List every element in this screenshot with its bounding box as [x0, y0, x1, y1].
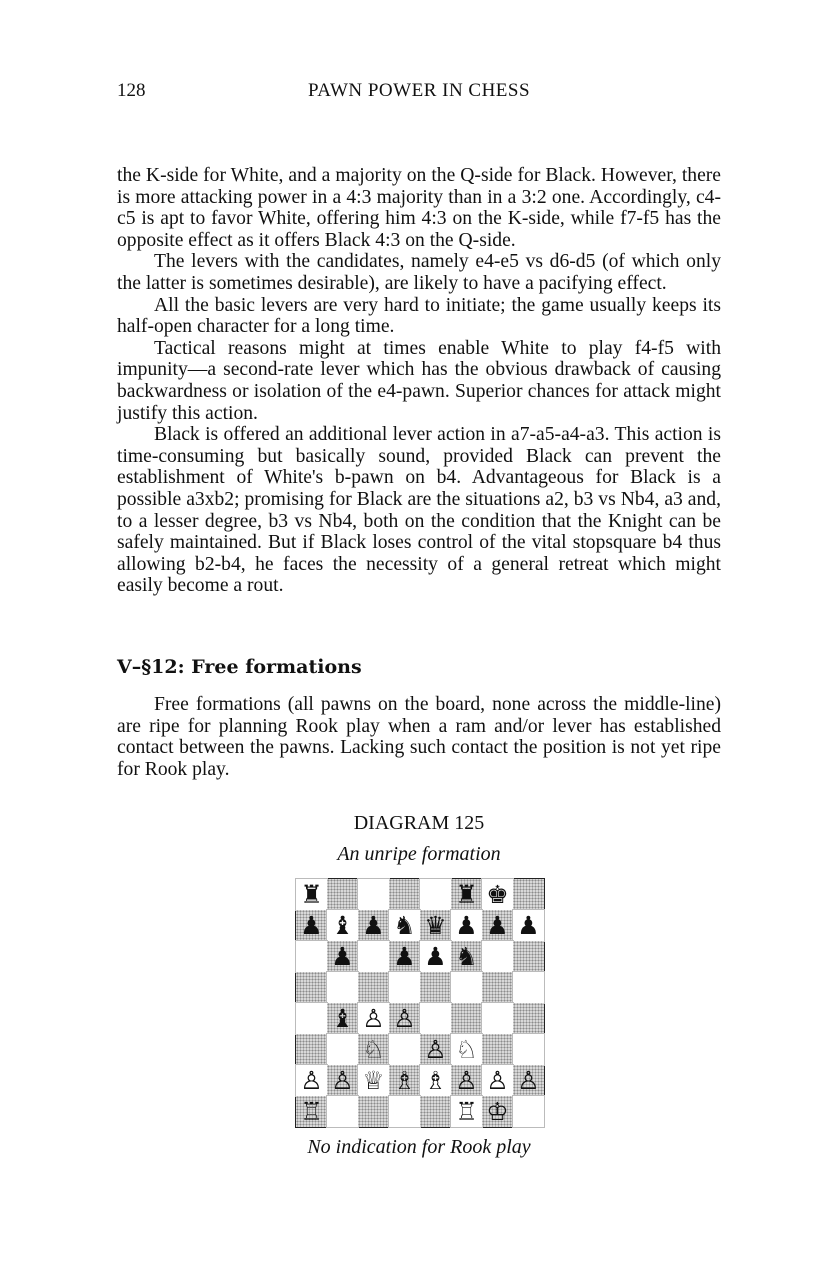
board-square	[389, 879, 420, 910]
page-number: 128	[117, 80, 146, 101]
board-square	[327, 972, 358, 1003]
paragraph: the K-side for White, and a majority on the Q-side for Black. However, there is more attacking power in a 4:3 majority than in a 3:2 one. Accordingly, c4-c5 is apt to favor White, offering him 4:3 on the K-side, while f7-f5 has the opposite effect as it offers Black 4:3 on the Q-side.	[117, 165, 721, 251]
body-text-upper	[117, 165, 721, 597]
board-square	[513, 1034, 544, 1065]
chess-piece-square: ♟	[358, 910, 389, 941]
chess-piece-square: ♗	[389, 1065, 420, 1096]
running-title: PAWN POWER IN CHESS	[307, 80, 531, 101]
chess-board	[295, 878, 545, 1128]
board-square	[420, 972, 451, 1003]
chess-piece-square: ♙	[513, 1065, 544, 1096]
board-square	[513, 1096, 544, 1127]
chess-piece-square: ♝	[327, 910, 358, 941]
chess-piece-square: ♟	[327, 941, 358, 972]
board-square	[513, 941, 544, 972]
chess-piece-square: ♘	[451, 1034, 482, 1065]
diagram-subtitle: An unripe formation	[337, 843, 501, 865]
chess-piece-square: ♘	[358, 1034, 389, 1065]
board-square	[327, 879, 358, 910]
diagram-caption: No indication for Rook play	[307, 1136, 531, 1158]
board-square	[482, 1034, 513, 1065]
chess-piece-square: ♚	[482, 879, 513, 910]
diagram-title: DIAGRAM 125	[353, 812, 485, 834]
chess-piece-square: ♙	[358, 1003, 389, 1034]
chess-piece-square: ♜	[296, 879, 327, 910]
chess-piece-square: ♙	[482, 1065, 513, 1096]
chess-piece-square: ♙	[451, 1065, 482, 1096]
board-square	[296, 1034, 327, 1065]
board-square	[358, 1096, 389, 1127]
board-square	[451, 972, 482, 1003]
chess-piece-square: ♙	[389, 1003, 420, 1034]
chess-piece-square: ♝	[327, 1003, 358, 1034]
chess-piece-square: ♟	[513, 910, 544, 941]
chess-piece-square: ♙	[296, 1065, 327, 1096]
section-heading: V–§12: Free formations	[117, 656, 362, 678]
board-square	[389, 972, 420, 1003]
chess-piece-square: ♕	[358, 1065, 389, 1096]
board-square	[358, 972, 389, 1003]
chess-piece-square: ♔	[482, 1096, 513, 1127]
chess-piece-square: ♟	[482, 910, 513, 941]
board-square	[420, 1003, 451, 1034]
paragraph: Black is offered an additional lever action in a7-a5-a4-a3. This action is time-consuming but basically sound, provided Black can prevent the establishment of White's b-pawn on b4. Advantageous for Black is a possible a3xb2; promising for Black are the situations a2, b3 vs Nb4, a3 and, to a lesser degree, b3 vs Nb4, both on the condition that the Knight can be safely maintained. But if Black loses control of the vital stopsquare b4 thus allowing b2-b4, he faces the necessity of a general retreat which might easily become a rout.	[117, 424, 721, 597]
board-square	[296, 972, 327, 1003]
page-header	[117, 80, 721, 108]
chess-piece-square: ♟	[296, 910, 327, 941]
board-square	[420, 879, 451, 910]
board-square	[389, 1034, 420, 1065]
chess-piece-square: ♞	[389, 910, 420, 941]
chess-piece-square: ♖	[451, 1096, 482, 1127]
chess-piece-square: ♗	[420, 1065, 451, 1096]
paragraph: Free formations (all pawns on the board, none across the middle-line) are ripe for planning Rook play when a ram and/or lever has established contact between the pawns. Lacking such contact the position is not yet ripe for Rook play.	[117, 694, 721, 780]
paragraph: The levers with the candidates, namely e4-e5 vs d6-d5 (of which only the latter is sometimes desirable), are likely to have a pacifying effect.	[117, 251, 721, 294]
board-square	[389, 1096, 420, 1127]
chess-piece-square: ♟	[451, 910, 482, 941]
board-square	[327, 1034, 358, 1065]
board-square	[482, 972, 513, 1003]
board-square	[327, 1096, 358, 1127]
chess-piece-square: ♞	[451, 941, 482, 972]
board-square	[513, 879, 544, 910]
board-square	[296, 1003, 327, 1034]
chess-piece-square: ♜	[451, 879, 482, 910]
paragraph: Tactical reasons might at times enable White to play f4-f5 with impunity—a second-rate lever which has the obvious drawback of causing backwardness or isolation of the e4-pawn. Superior chances for attack might justify this action.	[117, 337, 721, 424]
board-square	[358, 941, 389, 972]
chess-piece-square: ♛	[420, 910, 451, 941]
chess-piece-square: ♖	[296, 1096, 327, 1127]
chess-piece-square: ♙	[327, 1065, 358, 1096]
chess-piece-square: ♟	[420, 941, 451, 972]
board-square	[482, 1003, 513, 1034]
chess-piece-square: ♙	[420, 1034, 451, 1065]
board-square	[482, 941, 513, 972]
body-text-lower	[117, 694, 721, 780]
board-square	[420, 1096, 451, 1127]
chess-piece-square: ♟	[389, 941, 420, 972]
board-square	[358, 879, 389, 910]
board-square	[513, 972, 544, 1003]
board-square	[451, 1003, 482, 1034]
board-square	[513, 1003, 544, 1034]
board-square	[296, 941, 327, 972]
paragraph: All the basic levers are very hard to initiate; the game usually keeps its half-open character for a long time.	[117, 294, 721, 338]
